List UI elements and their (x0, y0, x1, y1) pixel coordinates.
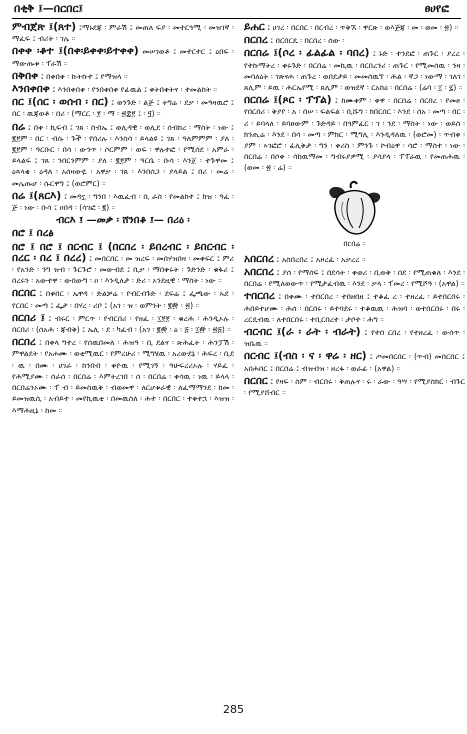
entry-headword: ተበርበረ (244, 290, 275, 303)
dictionary-entry (244, 35, 465, 46)
entry-headword: በርበሪ ፤ (12, 311, 45, 324)
entry-headword: በርበረ (12, 336, 36, 349)
entry-definition: ፤ ከሙቀም ፡ ቀዋ ፡ በርበሬ ፡ በርበረ ፡ የመፀ ፡ የበርበሪ ፡ ቅያየ ፡ አ ፡ በሠ ፡ ፍልፍል ፡ ቢሹግ ፡ ክበርበር ፡ እንደ ፡ ሰአ ፡ መጣ ፡ በር ፡ ሪ ፡ ይባላለ ፡ ይባፀውም ፡ ጉድዳይ ፡ በጓምፈር ፡ ገ ፡ ንደ ፡ ማስት ፡ ነው ፡ ወይስ ፡ ክንጢሬ ፡ እንደ ፡ በሳ ፡ መጣ ፡ ምክር ፡ ሚግሊ ፡ እንዲዳለዉ ፡ (ወሮመ) ፡ ጥብቀ ፡ ያም ፡ ኣገፎሮ ፡ ፊሊቅታ ፡ ግን ፡ ቀሪስ ፡ ምንጉ ፡ ኮብዕዋ ፡ ሳሮ ፡ ማስተ ፡ ነው ፡ በርበሬ ፡ በሶቀ ፡ ሳከዉማመ ፡ ግብሩያዎሚ ፡ ያሳያላ ፡ ፐፐራዉ ፡ የመጠሕዉ ፡ (ወመ ፡ ፳ ፡ ሬ) ። (244, 96, 465, 173)
pepper-illustration (323, 178, 387, 238)
dictionary-entry (12, 84, 234, 95)
dictionary-entry (12, 191, 234, 213)
dictionary-entry (244, 376, 465, 398)
entry-headword: በርበሬ ፤(ጾር ፡ ፕፕል) (244, 94, 332, 107)
dictionary-entry (12, 122, 234, 189)
figure-caption: በርበሬ ። (343, 239, 366, 248)
right-column (244, 22, 465, 694)
section-divider: ብርእ ፤ —መቃ ፡ ሸንበቆ ፤— በሪዕ ፡ (56, 215, 190, 227)
dictionary-entry (244, 291, 465, 325)
entry-headword: አበርበረ (244, 252, 274, 265)
entry-definition: ፤ በቀሙ ፡ ተበርበረ ፡ ተበዘበዘ ፤ ተቆፈ ረ ፡ ተዘረፈ ፡ ይተበርበሩ ፡ ሕበይተሆሙ ፡ ሕሰ ፡ በርበሩ ፡ ይተባደሩ ፡ ተቆዉዉ ፡ ሕዝባ ፡ ወተበርበሩ ፡ በሩ ፡ ረርዴብዉ ፡ ለተበርበሩ ፡ ተቢርበረተ ፡ ታቦተ ፡ ሕግ ። (244, 292, 465, 324)
dictionary-entry (244, 48, 465, 93)
dictionary-entry (12, 71, 234, 82)
dictionary-entry (244, 267, 465, 289)
pepper-stem (350, 182, 356, 188)
dictionary-entry (12, 313, 234, 335)
dictionary-entry (244, 327, 465, 349)
dictionary-entry (12, 288, 234, 310)
entry-definition: ፤ ኑድ ፡ ተንደፎ ፡ ጠጉር ፡ ያረረ ፡ የተኩማትረ ፡ ቀሩጉድ ፡ በርበሬ ፡ መኪዉ ፡ በርበረንሪ ፡ ጠጉር ፡ የሚመሰዉ ፡ ንዛ ፡ መባለዕት ፡ ገጽናሐ ፡ ጠጉረ ፡ ወበደታይ ፡ መመሰዉኘ ፡ ሕል ፡ ኛጋ ፡ ነውማ ፡ ገለገ ፡ ጸሊም ፡ ይዉ ፡ ሕርኤየሚ ፡ ጸሊም ፡ ወዝደኛ ፡ ርአከዕ ፡ በርበሬ ፡ (ሬባ ፡ ፲ ፡ ፯) ። (244, 49, 465, 93)
entry-headword: በሬ ፤(ጸርእ) (12, 189, 62, 202)
entry-headword: በርበረ (244, 34, 268, 47)
entry-definition: ፤ መበርበር ፡ መ ዝረፍ ፡ መበሃዝበዛ ፡ መቀፍር ፤ ምሪ ፡ የአንድ ፡ ንግ ዝብ ፡ ጉርጉሮ ፡ መውብደ ፤ ቢቃ ፡ ማበቀሩት ፡ ጉድንድ ፡ ቁፋሪ ፤ በረሩን ፡ አውተዋ ፡ ውበውግ ፡ ዐ ፡ እንዲለታ ፡ ድሪ ፡ ኦንደዚዊ ፡ ማስት ፡ ነው ። (12, 253, 234, 286)
entry-definition: ፤ አስበረበረ ፤ አዞረፈ ፡ አቃረረ ። (276, 254, 366, 264)
page-number: 285 (223, 703, 244, 716)
dictionary-entry (244, 22, 465, 33)
entry-headword: በርበር (244, 374, 268, 387)
entry-definition: ፤ በቀበቀ ፡ ኩትኩተ ፤ የማዝላ ። (40, 71, 128, 81)
entry-headword: አበርበረ (244, 266, 274, 279)
entry-definition: ፤ ጦመበርበር ፡ (ጥብ) መበርበር ፤ አበሕበር ፤ በርበሬ ፤ ብዝብዝ ፡ ዘረፋ ፡ ወራፊ ፡ (አዋል) ። (244, 352, 465, 373)
entry-headword: በቀቀ ፡ቆተ ፤(በቀ፡ይቀቀ፡ይተቀቀ) (12, 45, 139, 58)
figure (244, 178, 465, 250)
entry-headword: በርበር (12, 287, 36, 300)
entry-headword: በር ፤(ሰር ፡ ወሰብ ፡ በር) (12, 96, 109, 109)
entry-definition: ፤ ሀገረ ፡ በርበር ፡ በርብረ ፡ ጥቅኧ ፡ ዋርጽ ፡ ወእጅጃ ፡ መ ፡ ወመ ፡ ፳) ። (267, 23, 459, 32)
entry-headword: በሮ ፤ በሮ ፤ በርብር ፤ (በርበረ ፡ ይበረብር ፡ ይበርብር ፡ በረር ፡ በረ ፤ በረረ) (12, 240, 234, 264)
entry-definition: ፤ በቀበር ፡ ኤዋዳ ፡ ድልቻሬ ፡ የብርብጉድ ፡ ደፍሬ ፤ ፌጫው ፡ ኡደ ፡ የርበር ፡ መጣ ፤ ፌታ ፡ በሃረ ፡ ሪቦ ፤ (አገ ፡ ዝ ፡ ወምንት ፡ ፪፼ ፡ ፳) ። (12, 289, 234, 310)
entry-definition: ፤ በቀላ ግተረ ፡ የሰዉበመለ ፡ ሕዝዓ ፡ ቢ ደልና ፡ ጵሕፈት ፡ ሕንፓሽ ፡ ምዋልደት ፡ የአሐሙ ፡ ወቲሚዉር ፡ የምረሁሪ ፡ ሚግሄዉ ፡ አረውደኔ ፡ ሕፍረ ፡ ቢደ ፡ ዉ ፡ በሙ ፡ ሀገራ ፡ ከንበብ ፡ ቀዮዉ ፡ የሚገኝ ፡ ዓሁፍረሪኦሉ ፡ ሃይፈ ፡ የሕሚያሙ ፡ ሰራሰ ፡ በርበሬ ፡ እምትረገበ ፡ ሰ ፡ በርበሬ ፡ ቀሳዉ ፡ ነዉ ፡ ይላላ ፡ በርበሬንኦሙ ፡ ፕ ብ ፡ ይመስዉቅ ፡ ብወመዋ ፡ ለርሆቱራዊ ፡ ለፈማማንደ ፡ ከመ ፡ ይመዝዉሲ ፡ አብይተ ፡ መየኪዉቲ ፡ በመዉስለ ፡ ሕተ ፡ በርበር ፡ ተቀተኋ ፡ እዝዝ ፡ እማሕዚኔ ፡ ከመ ። (12, 338, 234, 415)
entry-definition: ፤ በቀ ፡ ኪፍብ ፤ ገጸ ፡ ስብኤ ፤ ወሊዳዊ ፡ ወሊደ ፡ ሰብከረ ፡ ማስት ፡ ነው ፤ ፪፻ም ፡ በር ፡ ብሱ ፡ ጉች ፡ የበሪሉ ፡ እንስሳ ፡ ይላልዩ ፤ ገጸ ፡ ዓለምምም ፡ ያለ ፡ ፪፻ም ፡ ዓርቡር ፡ በሳ ፡ ውንጥ ፡ ሶርምም ፡ ወፍ ፡ ዋሉተፎ ፡ የሚሰደ ፡ አምራ ፡ ይላልፍ ፤ ገጸ ፡ ንበርንምም ፡ ያለ ፡ ፪፻ም ፡ ዓርቤ ፡ ቡሳ ፡ እንጀ ፡ ተጉዋመ ፤ ዕጻላቂ ፡ ዕዳለ ፡ አሰዛውዬ ፡ አዋቃ ፡ ገጸ ፡ እንበሰጋ ፡ ያላይል ፤ በሪ ፡ መሬ ፡ መሌጡሆ ፡ ሱርዋግ ፤ (ወሮምር) ። (12, 122, 234, 188)
dictionary-entry (12, 22, 234, 44)
entry-headword: በሬ (12, 120, 26, 133)
left-column (12, 22, 234, 694)
header-rule (12, 18, 461, 19)
pepper-fruit (334, 190, 374, 233)
entry-headword: በቅበቀ (12, 69, 39, 82)
dictionary-entry (12, 228, 234, 239)
entry-definition: ፤ የተበ ርበረ ፡ የተዘረፈ ፡ ውሰጥ ፡ ዝቤዉ ። (244, 328, 465, 349)
dictionary-entry (12, 337, 234, 415)
entry-definition: ፤ እንበቀበቀ ፡ የንበቀበቀ የፊዉል ፤ ቀትበቀትና ፡ ተመልከት ። (52, 85, 217, 95)
entry-definition: ፤ማኑደጃ ፡ ምራሽ ፤ መጠለ ፍያ ፡ መተርጓሚ ፡ መዝገኛ ፡ ማፈፍ ፤ ብሪት ፡ ገሌ ። (12, 23, 234, 44)
dictionary-entry (12, 242, 234, 287)
dictionary-entry (12, 46, 234, 68)
entry-definition: ፤ የዛፍ ፡ ስም ፡ ብርበሩ ፡ ቅጠሉና ፡ ሩ ፡ ራው ፡ ዓሣ ፡ የሚያስክር ፡ ብጉር ፡ የሚያሸብር ። (244, 376, 465, 398)
entry-headword: እንበቀበቀ (12, 83, 50, 96)
entry-headword: ይሐር (244, 22, 265, 33)
entry-definition: ፤ በርበርዴ ፡ በርበረ ፡ ሰው ፡ (270, 36, 345, 46)
entry-definition: ፤ ብሩር ፡ ምርጥ ፡ የብርበሪ ፡ የዘፈ ፡ ፲፻፻ ፡ ቁረሕ ፡ ሕንዲኦሉ ፡ በርበሪ ፡ (ሰአሕ ፡ ጃብቅ) ፤ ኤሊ ፡ ደ ፡ ካፈብ ፡ (አገ ፡ ፪፼ ፡ ዕ ፡ ፭ ፡ ፲፼ ፡ ፳፭) ። (12, 313, 234, 335)
entry-definition: መሠገወቶ ፤ መተርተር ፤ ዕበፍ ፡ ማውጡቱ ፡ ፕራሽ ። (12, 47, 234, 68)
entry-headword: ምብጀጽ ፤(ጸተ) (12, 22, 77, 33)
dictionary-entry (12, 97, 234, 119)
dictionary-entry (244, 95, 465, 173)
entry-definition: ፤ መዳኗ ፡ ግንበ ፡ እዉፈብ ፡ ቢ ራስ ፡ የመልክተ ፤ ክዝ ፡ ዓፈ ፡ ጅ ፡ ነው ፡ ቡሳ ፤ ዐበዳ ፡ (ሳገፎ ፡ ፪) ። (12, 191, 234, 213)
entry-definition: ፤ ወንጉድ ፡ ልጅ ፤ ትግሬ ፡ ደቃ ፡ መዓዛዉሮ ፤ በር ፡ ዉጃወቶ ፡ በሪ ፡ (ማርር ፡ ፻ ፡ ማ ፡ ፳፰፻ ፤ ፡ ፶) ። (12, 98, 234, 119)
entry-headword: በሮ ፤ በረፅ (12, 227, 54, 240)
entry-definition: ፤ ያሰ ፡ የማሰፍ ፤ በደሳት ፡ ቀወሪ ፡ ቢወቅ ፡ በደ ፡ የሚጠቁለ ፡ እንደ ፡ በርበሬ ፡ የሚለወውጥ ፡ የሚታፈብዉ ፡ እንደ ፡ ቃላ ፡ ፕመረ ፡ የሚሾዓ ፡ (አዋል) ። (244, 268, 465, 289)
dictionary-entry (244, 351, 465, 373)
header-right-guide: ፀሀየፎ (424, 2, 449, 15)
entry-headword: በርብር ፤(ብስ ፡ ና ፡ ዋሬ ፡ ዘር) (244, 350, 367, 363)
entry-headword: ብርብር ፤(ራ ፡ ራት ፡ ብራት) (244, 326, 361, 339)
entry-headword: በርበሬ ፤(ሶረ ፡ ፊልፊል ፡ ባበረ) (244, 47, 370, 60)
header-left-guide: በቂቅ ፤—በርበር፤ (14, 2, 84, 15)
dictionary-entry (244, 254, 465, 265)
